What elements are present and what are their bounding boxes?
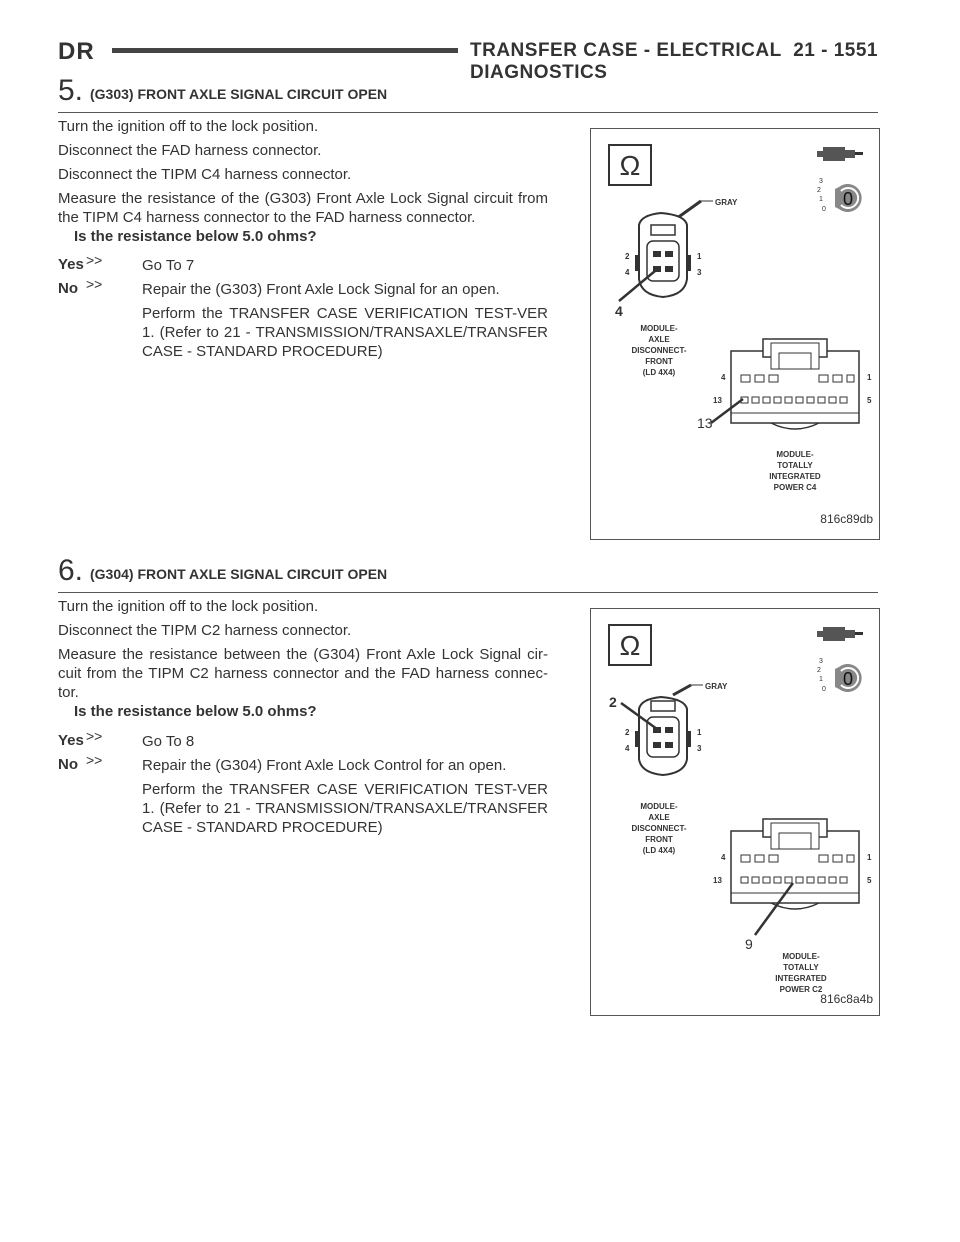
yes-arrow: >> (86, 252, 103, 268)
figure-id: 816c89db (820, 512, 873, 526)
step-5 (58, 74, 878, 526)
yes-action: Go To 8 (142, 733, 195, 750)
svg-text:AXLE: AXLE (648, 335, 670, 344)
rotary-dial-icon (817, 178, 862, 213)
svg-text:4: 4 (625, 744, 630, 753)
svg-text:0: 0 (822, 686, 826, 693)
svg-text:1: 1 (819, 196, 823, 203)
dial-readout: 0 (843, 669, 854, 689)
no-action-detail: Perform the TRANSFER CASE VERIFICATION TEST-VER 1. (Refer to 21 - TRANSMISSION/TRANSAXLE/TRANSFER CASE - STANDARD PROCEDURE) (142, 781, 548, 836)
svg-text:AXLE: AXLE (648, 813, 670, 822)
svg-text:DISCONNECT-: DISCONNECT- (631, 346, 687, 355)
svg-text:1: 1 (867, 853, 872, 862)
svg-text:FRONT: FRONT (645, 357, 673, 366)
step-title: (G303) FRONT AXLE SIGNAL CIRCUIT OPEN (90, 86, 388, 102)
tipm-connector (731, 339, 859, 429)
rotary-dial-icon (817, 658, 862, 693)
question: Is the resistance below 5.0 ohms? (74, 703, 317, 720)
instruction: Measure the resistance of the (G303) Front Axle Lock Signal circuit from the TIPM C4 harness connector to the FAD harness connector. (58, 190, 548, 226)
svg-text:INTEGRATED: INTEGRATED (769, 472, 821, 481)
question: Is the resistance below 5.0 ohms? (74, 228, 317, 245)
svg-text:MODULE-: MODULE- (640, 802, 678, 811)
ohm-symbol: Ω (619, 150, 641, 181)
svg-text:2: 2 (625, 728, 630, 737)
yes-action: Go To 7 (142, 257, 195, 274)
manual-code: DR (58, 38, 95, 65)
no-action: Repair the (G303) Front Axle Lock Signal for an open. (142, 281, 500, 298)
connector-diagram-svg (591, 609, 879, 1015)
tipm-connector (731, 819, 859, 909)
svg-text:4: 4 (721, 373, 726, 382)
wire-color-label: GRAY (715, 198, 738, 207)
no-label: No (58, 280, 78, 297)
svg-text:POWER C4: POWER C4 (773, 483, 817, 492)
connector-diagram (590, 608, 880, 1016)
no-action: Repair the (G304) Front Axle Lock Control for an open. (142, 757, 507, 774)
no-action-detail: Perform the TRANSFER CASE VERIFICATION TEST-VER 1. (Refer to 21 - TRANSMISSION/TRANSAXLE/TRANSFER CASE - STANDARD PROCEDURE) (142, 305, 548, 360)
svg-text:3: 3 (697, 268, 702, 277)
pin-callout: 4 (615, 303, 623, 319)
svg-text:4: 4 (625, 268, 630, 277)
dial-readout: 0 (843, 189, 854, 209)
gray-leader (673, 685, 691, 695)
pin-callout: 2 (609, 694, 617, 710)
svg-text:1: 1 (867, 373, 872, 382)
meter-probe-icon (817, 627, 863, 641)
svg-text:4: 4 (721, 853, 726, 862)
step-title: (G304) FRONT AXLE SIGNAL CIRCUIT OPEN (90, 566, 388, 582)
page-header (58, 38, 878, 83)
svg-text:DISCONNECT-: DISCONNECT- (631, 824, 687, 833)
svg-text:1: 1 (819, 676, 823, 683)
no-arrow: >> (86, 752, 103, 768)
svg-text:0: 0 (822, 206, 826, 213)
svg-text:1: 1 (697, 728, 702, 737)
section-title: TRANSFER CASE - ELECTRICAL DIAGNOSTICS (470, 40, 782, 83)
svg-text:2: 2 (625, 252, 630, 261)
svg-text:MODULE-: MODULE- (782, 952, 820, 961)
fad-connector (635, 213, 691, 297)
step-6 (58, 554, 878, 1006)
svg-text:2: 2 (817, 667, 821, 674)
yes-arrow: >> (86, 728, 103, 744)
svg-text:3: 3 (697, 744, 702, 753)
step-heading (58, 554, 878, 593)
ohm-symbol: Ω (619, 630, 641, 661)
pin-callout: 9 (745, 936, 753, 952)
svg-text:5: 5 (867, 396, 872, 405)
pin-callout: 13 (697, 415, 713, 431)
step-number: 6. (58, 554, 84, 587)
instruction: Turn the ignition off to the lock position. (58, 598, 319, 615)
yes-label: Yes (58, 732, 84, 749)
fad-connector (635, 697, 691, 775)
svg-text:MODULE-: MODULE- (776, 450, 814, 459)
yes-label: Yes (58, 256, 84, 273)
connector-diagram-svg (591, 129, 879, 539)
header-rule (112, 48, 458, 53)
instruction: Measure the resistance between the (G304) Front Axle Lock Signal cir-cuit from the TIPM C2 harness connector and the FAD harness connec-tor. (58, 646, 548, 701)
svg-text:2: 2 (817, 187, 821, 194)
meter-probe-icon (817, 147, 863, 161)
svg-text:13: 13 (713, 396, 722, 405)
wire-color-label: GRAY (705, 682, 728, 691)
instruction: Disconnect the TIPM C4 harness connector. (58, 166, 352, 183)
instruction: Disconnect the FAD harness connector. (58, 142, 322, 159)
step-heading (58, 74, 878, 113)
figure-id: 816c8a4b (820, 992, 873, 1006)
no-arrow: >> (86, 276, 103, 292)
svg-text:13: 13 (713, 876, 722, 885)
svg-text:TOTALLY: TOTALLY (777, 461, 813, 470)
page-number: 21 - 1551 (793, 40, 878, 61)
svg-text:5: 5 (867, 876, 872, 885)
connector-diagram (590, 128, 880, 540)
svg-text:INTEGRATED: INTEGRATED (775, 974, 827, 983)
svg-text:POWER C2: POWER C2 (779, 985, 823, 994)
svg-text:3: 3 (819, 658, 823, 665)
svg-text:(LD 4X4): (LD 4X4) (642, 368, 676, 377)
svg-text:MODULE-: MODULE- (640, 324, 678, 333)
svg-text:3: 3 (819, 178, 823, 185)
svg-text:1: 1 (697, 252, 702, 261)
svg-text:FRONT: FRONT (645, 835, 673, 844)
instruction: Disconnect the TIPM C2 harness connector. (58, 622, 352, 639)
svg-text:TOTALLY: TOTALLY (783, 963, 819, 972)
svg-text:(LD 4X4): (LD 4X4) (642, 846, 676, 855)
instruction: Turn the ignition off to the lock position. (58, 118, 319, 135)
step-number: 5. (58, 74, 84, 107)
no-label: No (58, 756, 78, 773)
